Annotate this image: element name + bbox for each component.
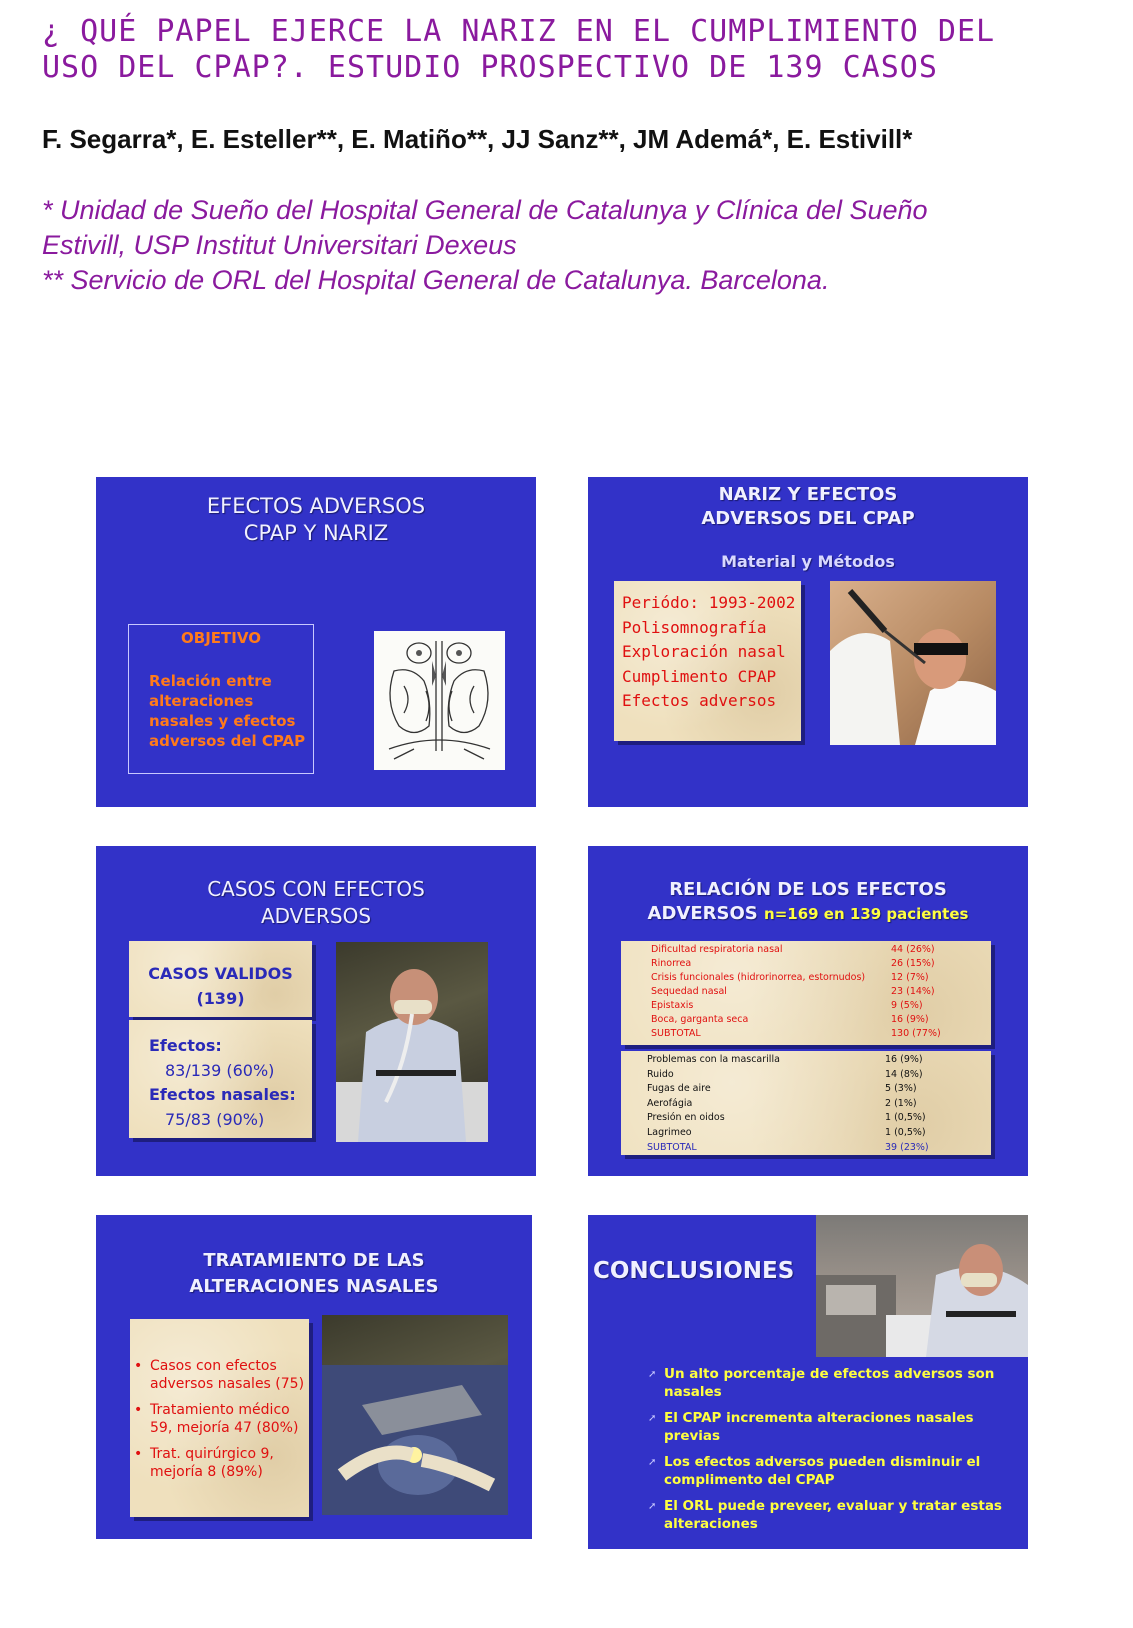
conclusion-item [648,1410,1018,1445]
nasal-effects-table [621,941,991,1045]
nasal-exam-photo [830,581,996,745]
metodos-box [614,581,801,741]
authors: F. Segarra*, E. Esteller**, E. Matiño**, JJ Sanz**, JM Ademá*, E. Estivill* [42,124,913,154]
table-cell-value: 130 (77%) [891,1028,941,1039]
table-cell-label: Boca, garganta seca [651,1014,749,1025]
slide-conclusiones [588,1215,1028,1549]
table-row [651,971,983,985]
conclusion-item [648,1498,1018,1533]
affiliation-line3: ** Servicio de ORL del Hospital General de Catalunya. Barcelona. [42,265,830,295]
table-cell-label: Fugas de aire [647,1083,711,1095]
conclusion-line: Los efectos adversos pueden disminuir el [664,1454,981,1470]
table-cell-label: Crisis funcionales (hidrorinorrea, estornudos) [651,972,866,983]
slide2-title [588,483,1028,531]
slide5-title [96,1248,532,1300]
bullet-dot: • [134,1402,143,1418]
efectos-nasales-value: 75/83 (90%) [165,1109,265,1129]
arrow-bullet-icon: ➚ [648,1413,657,1424]
table-cell-value: 39 (23%) [885,1141,929,1153]
conclusion-line: nasales [664,1383,722,1400]
efectos-label: Efectos: [149,1036,222,1055]
table-subtotal-row [651,1027,983,1041]
table-row [647,1068,983,1083]
table-subtotal-row [647,1141,983,1156]
conclusion-line: El CPAP incrementa alteraciones nasales [664,1410,974,1426]
slide2-subtitle: Material y Métodos [721,552,895,571]
objetivo-heading: OBJETIVO [181,629,261,647]
conclusion-item [648,1454,1018,1489]
slide-casos-efectos [96,846,536,1176]
table-cell-value: 16 (9%) [885,1054,923,1065]
objetivo-text-line: Relación entre [149,672,272,690]
objetivo-text-line: alteraciones [149,692,254,710]
table-cell-value: 14 (8%) [885,1068,923,1080]
table-row [651,943,983,957]
conclusion-line: complimento del CPAP [664,1471,835,1488]
table-cell-value: 12 (7%) [891,972,929,983]
slide3-title [96,876,536,930]
table-cell-label: Presión en oidos [647,1112,725,1124]
bullet-line: mejoría 8 (89%) [150,1464,263,1480]
slide4-title-highlight: n=169 en 139 pacientes [764,905,969,923]
efectos-box [129,1020,312,1138]
objetivo-text-line: adversos del CPAP [149,732,306,750]
conclusion-line: El ORL puede preveer, evaluar y tratar estas [664,1498,1002,1514]
conclusion-line: previas [664,1427,721,1444]
affiliation-line1: * Unidad de Sueño del Hospital General de Catalunya y Clínica del Sueño [42,195,928,225]
conclusiones-list [648,1366,1018,1533]
other-effects-table [621,1051,991,1155]
arrow-bullet-icon: ➚ [648,1501,657,1512]
slide3-title-line1: CASOS CON EFECTOS [207,877,425,901]
poster-title-line2: USO DEL CPAP?. ESTUDIO PROSPECTIVO DE 139 CASOS [42,50,938,85]
table-cell-value: 5 (3%) [885,1083,917,1095]
tratamiento-box [130,1319,309,1517]
table-row [651,985,983,999]
slide2-title-line2: ADVERSOS DEL CPAP [701,508,915,529]
table-row [647,1053,983,1068]
slide4-title [588,878,1028,926]
slide3-title-line2: ADVERSOS [260,904,372,928]
metodos-item: Periódo: 1993-2002 [622,593,796,612]
casos-validos-box [129,941,312,1017]
table-cell-label: Rinorrea [651,958,692,969]
table-row [647,1111,983,1126]
affiliation-line2: Estivill, USP Institut Universitari Dexeus [42,230,517,260]
table-cell-value: 16 (9%) [891,1014,929,1025]
metodos-item: Efectos adversos [622,691,777,710]
poster-title [42,14,1122,86]
slide1-title-line1: EFECTOS ADVERSOS [206,494,426,518]
table-cell-value: 2 (1%) [885,1097,917,1109]
table-cell-label: Problemas con la mascarilla [647,1054,780,1065]
casos-validos-count: (139) [196,989,245,1008]
conclusion-line: Un alto porcentaje de efectos adversos son [664,1366,995,1382]
conclusion-item [648,1366,1018,1401]
nasal-anatomy-illustration [374,631,505,770]
table-row [647,1126,983,1141]
slide5-title-line2: ALTERACIONES NASALES [189,1276,439,1297]
table-cell-label: Ruido [647,1068,674,1080]
table-cell-label: Lagrimeo [647,1126,692,1138]
bullet-dot: • [134,1358,143,1374]
table-row [647,1082,983,1097]
arrow-bullet-icon: ➚ [648,1457,657,1468]
bullet-line: Trat. quirúrgico 9, [150,1446,274,1462]
slide1-title-line2: CPAP Y NARIZ [243,521,389,545]
bullet-dot: • [134,1446,143,1462]
tratamiento-bullet [134,1357,309,1393]
bullet-line: adversos nasales (75) [150,1376,305,1392]
bullet-line: 59, mejoría 47 (80%) [150,1420,299,1436]
slide-tratamiento [96,1215,532,1539]
table-row [651,957,983,971]
cpap-bed-photo [816,1215,1028,1357]
slide-nariz-efectos [588,477,1028,807]
bullet-line: Casos con efectos [150,1358,277,1374]
slide-relacion-efectos [588,846,1028,1176]
slide4-title-line2-text: ADVERSOS [647,903,758,924]
affiliations [42,193,1122,298]
poster-title-line1: ¿ QUÉ PAPEL EJERCE LA NARIZ EN EL CUMPLIMIENTO DEL [42,14,996,49]
objetivo-text [149,671,313,751]
table-cell-value: 26 (15%) [891,958,935,969]
table-cell-value: 44 (26%) [891,944,935,955]
slide1-title [96,493,536,547]
metodos-item: Cumplimento CPAP [622,666,777,686]
casos-validos-label: CASOS VALIDOS [148,964,293,983]
table-row [651,1013,983,1027]
cpap-patient-photo [336,942,488,1142]
objetivo-text-line: nasales y efectos [149,712,296,730]
table-cell-value: 23 (14%) [891,986,935,997]
objetivo-box [128,624,314,774]
table-cell-label: SUBTOTAL [651,1028,701,1039]
surgery-photo [322,1315,508,1515]
efectos-nasales-label: Efectos nasales: [149,1085,296,1104]
bullet-line: Tratamiento médico [150,1402,290,1418]
slide-efectos-adversos [96,477,536,807]
tratamiento-bullet [134,1445,309,1481]
conclusion-line: alteraciones [664,1515,758,1532]
table-cell-value: 1 (0,5%) [885,1126,926,1138]
table-cell-value: 1 (0,5%) [885,1112,926,1124]
arrow-bullet-icon: ➚ [648,1369,657,1380]
tratamiento-bullet [134,1401,309,1437]
slide4-title-line2 [588,902,1028,926]
slide2-title-line1: NARIZ Y EFECTOS [718,484,898,505]
table-cell-label: Aerofágia [647,1097,693,1109]
table-cell-value: 9 (5%) [891,1000,923,1011]
slide5-title-line1: TRATAMIENTO DE LAS [203,1250,425,1271]
table-row [651,999,983,1013]
table-cell-label: Sequedad nasal [651,986,727,997]
efectos-value: 83/139 (60%) [165,1060,275,1080]
metodos-item: Exploración nasal [622,642,786,661]
table-cell-label: Dificultad respiratoria nasal [651,944,783,955]
metodos-item: Polisomnografía [622,617,767,637]
table-row [647,1097,983,1112]
slide6-title: CONCLUSIONES [593,1258,795,1284]
table-cell-label: Epistaxis [651,1000,694,1011]
table-cell-label: SUBTOTAL [647,1141,697,1153]
slide4-title-line1: RELACIÓN DE LOS EFECTOS [669,879,947,900]
